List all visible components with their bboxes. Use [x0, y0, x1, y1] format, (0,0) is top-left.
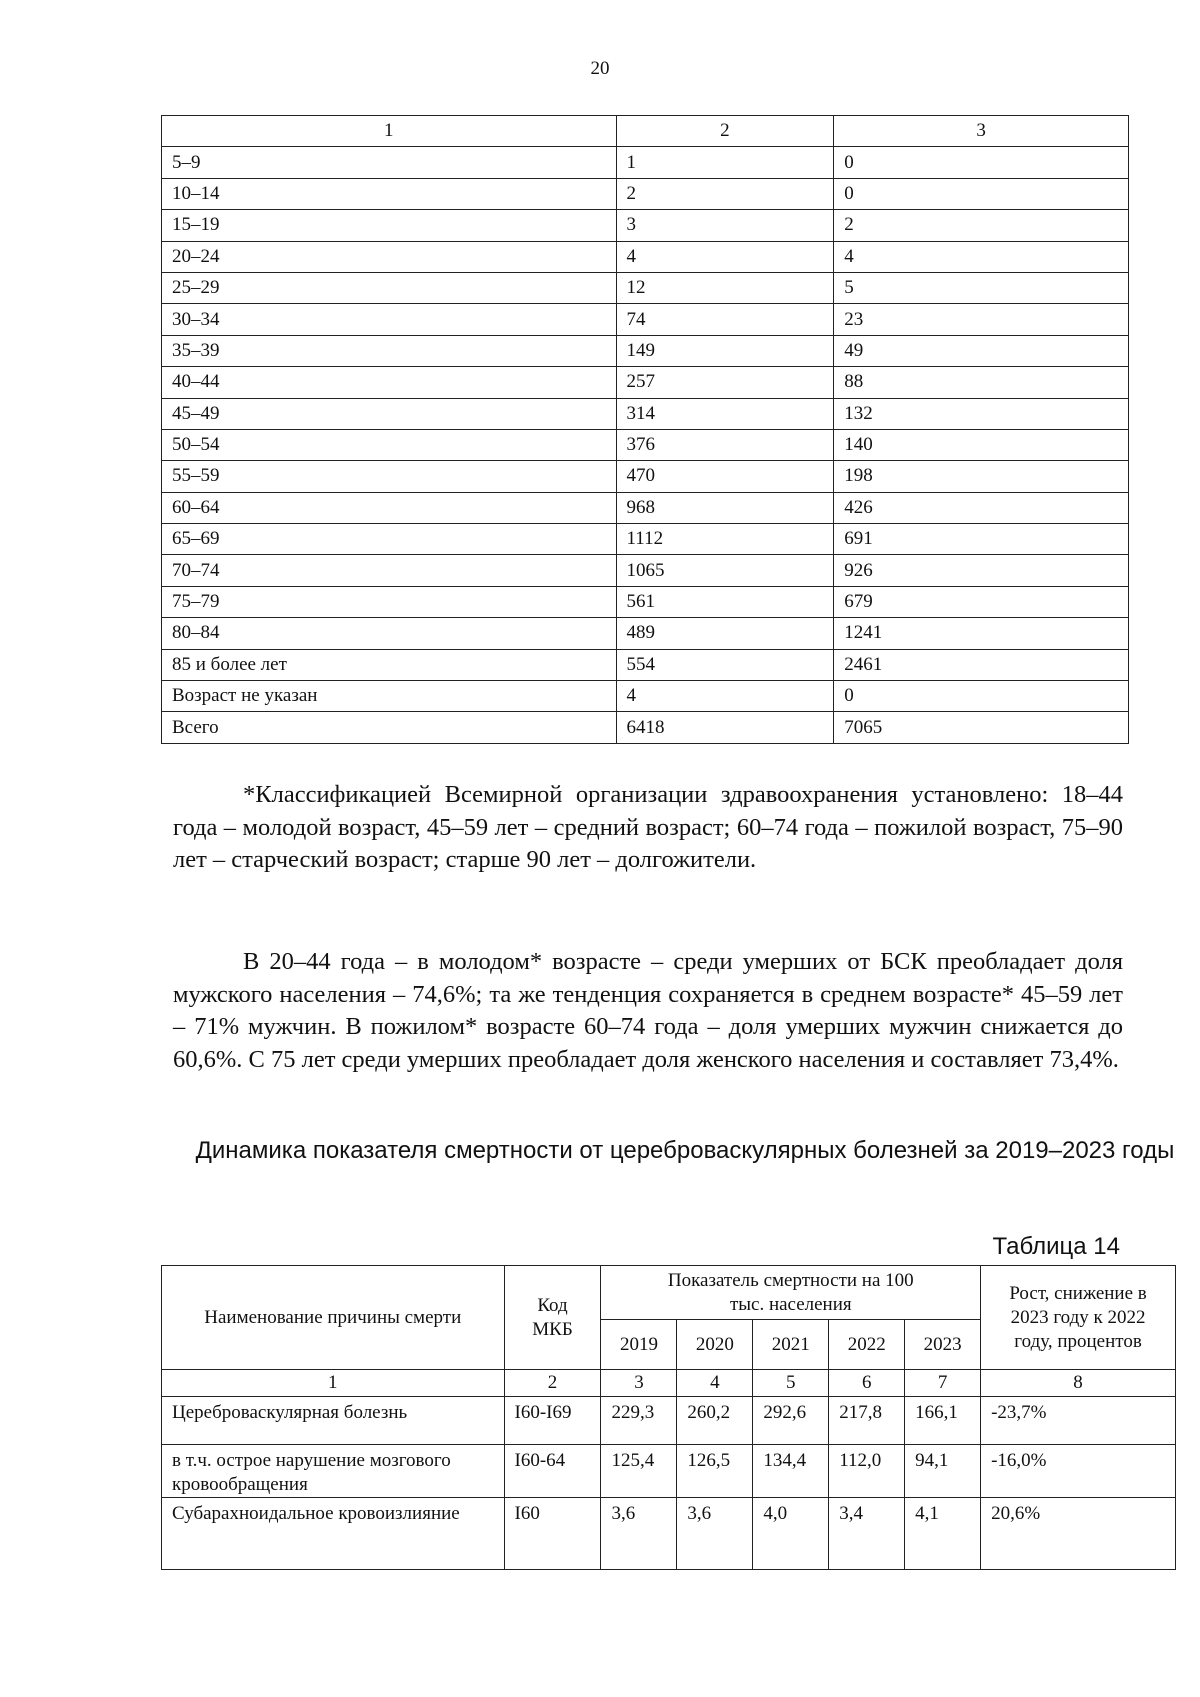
rate-cell: 3,6	[677, 1498, 753, 1570]
table-row	[162, 335, 1129, 366]
page-number: 20	[590, 58, 610, 79]
table-cell: 74	[616, 304, 834, 335]
table-row	[162, 524, 1129, 555]
table-row	[162, 649, 1129, 680]
table-row	[162, 367, 1129, 398]
year-header: 2021	[753, 1320, 829, 1370]
table-row	[162, 1397, 1176, 1445]
cause-cell: Цереброваскулярная болезнь	[162, 1397, 505, 1445]
table-cell: 20–24	[162, 241, 617, 272]
table-cell: 132	[834, 398, 1129, 429]
table-cell: 140	[834, 429, 1129, 460]
table-cell: 2	[616, 116, 834, 147]
column-number: 2	[504, 1370, 601, 1397]
table-row	[162, 586, 1129, 617]
table-row	[162, 241, 1129, 272]
rate-cell: 217,8	[829, 1397, 905, 1445]
age-distribution-table	[161, 115, 1129, 744]
column-number: 7	[905, 1370, 981, 1397]
header-rate: Показатель смертности на 100 тыс. населения	[601, 1266, 981, 1320]
code-cell: I60-I69	[504, 1397, 601, 1445]
table-cell: 0	[834, 147, 1129, 178]
table-cell: Возраст не указан	[162, 681, 617, 712]
table-cell: 88	[834, 367, 1129, 398]
mortality-dynamics-table	[161, 1265, 1176, 1570]
header-change: Рост, снижение в 2023 году к 2022 году, процентов	[981, 1266, 1176, 1370]
rate-cell: 3,4	[829, 1498, 905, 1570]
table-cell: 198	[834, 461, 1129, 492]
table-row	[162, 210, 1129, 241]
table-cell: 65–69	[162, 524, 617, 555]
table-row	[162, 618, 1129, 649]
year-header: 2020	[677, 1320, 753, 1370]
analysis-paragraph: В 20–44 года – в молодом* возрасте – среди умерших от БСК преобладает доля мужского населения – 74,6%; та же тенденция сохраняется в среднем возрасте* 45–59 лет – 71% мужчин. В пожилом* возрасте 60–74 года – доля умерших мужчин снижается до 60,6%. С 75 лет среди умерших преобладает доля женского населения и составляет 73,4%.	[173, 948, 1123, 1073]
header-cause: Наименование причины смерти	[162, 1266, 505, 1370]
table-cell: 49	[834, 335, 1129, 366]
rate-cell: 229,3	[601, 1397, 677, 1445]
rate-cell: 112,0	[829, 1445, 905, 1498]
table-cell: 1112	[616, 524, 834, 555]
table-cell: 3	[616, 210, 834, 241]
table-cell: 4	[616, 241, 834, 272]
table-cell: Всего	[162, 712, 617, 743]
table-cell: 45–49	[162, 398, 617, 429]
year-header: 2022	[829, 1320, 905, 1370]
table-cell: 257	[616, 367, 834, 398]
table-cell: 2	[834, 210, 1129, 241]
table-cell: 561	[616, 586, 834, 617]
column-number: 1	[162, 1370, 505, 1397]
table-cell: 926	[834, 555, 1129, 586]
table-cell: 5–9	[162, 147, 617, 178]
table-cell: 6418	[616, 712, 834, 743]
table-cell: 691	[834, 524, 1129, 555]
code-cell: I60-64	[504, 1445, 601, 1498]
table-cell: 70–74	[162, 555, 617, 586]
table-cell: 489	[616, 618, 834, 649]
change-cell: -23,7%	[981, 1397, 1176, 1445]
year-header: 2023	[905, 1320, 981, 1370]
who-classification-note: *Классификацией Всемирной организации здравоохранения установлено: 18–44 года – молодой возраст, 45–59 лет – средний возраст; 60–74 года – пожилой возраст, 75–90 лет – старческий возраст; старше 90 лет – долгожители.	[173, 781, 1123, 873]
table-cell: 15–19	[162, 210, 617, 241]
table-cell: 3	[834, 116, 1129, 147]
rate-cell: 94,1	[905, 1445, 981, 1498]
table-cell: 25–29	[162, 272, 617, 303]
table-row	[162, 1445, 1176, 1498]
table-cell: 1241	[834, 618, 1129, 649]
table-cell: 60–64	[162, 492, 617, 523]
table-cell: 2461	[834, 649, 1129, 680]
table-cell: 85 и более лет	[162, 649, 617, 680]
table-cell: 1065	[616, 555, 834, 586]
rate-cell: 260,2	[677, 1397, 753, 1445]
rate-cell: 166,1	[905, 1397, 981, 1445]
table2-column-numbers-row	[162, 1370, 1176, 1397]
table-cell: 35–39	[162, 335, 617, 366]
rate-cell: 125,4	[601, 1445, 677, 1498]
table-header-row	[162, 116, 1129, 147]
rate-cell: 126,5	[677, 1445, 753, 1498]
rate-cell: 4,0	[753, 1498, 829, 1570]
table-cell: 4	[616, 681, 834, 712]
table-cell: 1	[616, 147, 834, 178]
table-cell: 149	[616, 335, 834, 366]
table-cell: 0	[834, 178, 1129, 209]
table-row	[162, 492, 1129, 523]
column-number: 8	[981, 1370, 1176, 1397]
table-cell: 554	[616, 649, 834, 680]
table-cell: 50–54	[162, 429, 617, 460]
table-cell: 679	[834, 586, 1129, 617]
table-row	[162, 681, 1129, 712]
rate-cell: 4,1	[905, 1498, 981, 1570]
table-row	[162, 272, 1129, 303]
table-cell: 4	[834, 241, 1129, 272]
table-cell: 376	[616, 429, 834, 460]
table-row	[162, 398, 1129, 429]
column-number: 4	[677, 1370, 753, 1397]
change-cell: -16,0%	[981, 1445, 1176, 1498]
table-cell: 426	[834, 492, 1129, 523]
table-cell: 55–59	[162, 461, 617, 492]
cause-cell: Субарахноидальное кровоизлияние	[162, 1498, 505, 1570]
table-cell: 23	[834, 304, 1129, 335]
table-label: Таблица 14	[992, 1233, 1120, 1260]
header-code: Код МКБ	[504, 1266, 601, 1370]
table-row	[162, 429, 1129, 460]
column-number: 6	[829, 1370, 905, 1397]
table-row	[162, 1498, 1176, 1570]
table-row	[162, 712, 1129, 743]
table-cell: 470	[616, 461, 834, 492]
table-cell: 2	[616, 178, 834, 209]
rate-cell: 292,6	[753, 1397, 829, 1445]
table-title: Динамика показателя смертности от цереброваскулярных болезней за 2019–2023 годы	[195, 1137, 1175, 1164]
column-number: 3	[601, 1370, 677, 1397]
column-number: 5	[753, 1370, 829, 1397]
rate-cell: 134,4	[753, 1445, 829, 1498]
table-row	[162, 147, 1129, 178]
change-cell: 20,6%	[981, 1498, 1176, 1570]
table-cell: 0	[834, 681, 1129, 712]
table-cell: 314	[616, 398, 834, 429]
code-cell: I60	[504, 1498, 601, 1570]
rate-cell: 3,6	[601, 1498, 677, 1570]
table-cell: 1	[162, 116, 617, 147]
table-row	[162, 304, 1129, 335]
table-row	[162, 555, 1129, 586]
table-cell: 10–14	[162, 178, 617, 209]
year-header: 2019	[601, 1320, 677, 1370]
table-cell: 80–84	[162, 618, 617, 649]
table-cell: 40–44	[162, 367, 617, 398]
table-cell: 968	[616, 492, 834, 523]
table-cell: 12	[616, 272, 834, 303]
table-cell: 30–34	[162, 304, 617, 335]
table2-header-row	[162, 1266, 1176, 1320]
table-row	[162, 178, 1129, 209]
table-row	[162, 461, 1129, 492]
table-cell: 7065	[834, 712, 1129, 743]
table-cell: 5	[834, 272, 1129, 303]
cause-cell: в т.ч. острое нарушение мозгового кровообращения	[162, 1445, 505, 1498]
table-cell: 75–79	[162, 586, 617, 617]
